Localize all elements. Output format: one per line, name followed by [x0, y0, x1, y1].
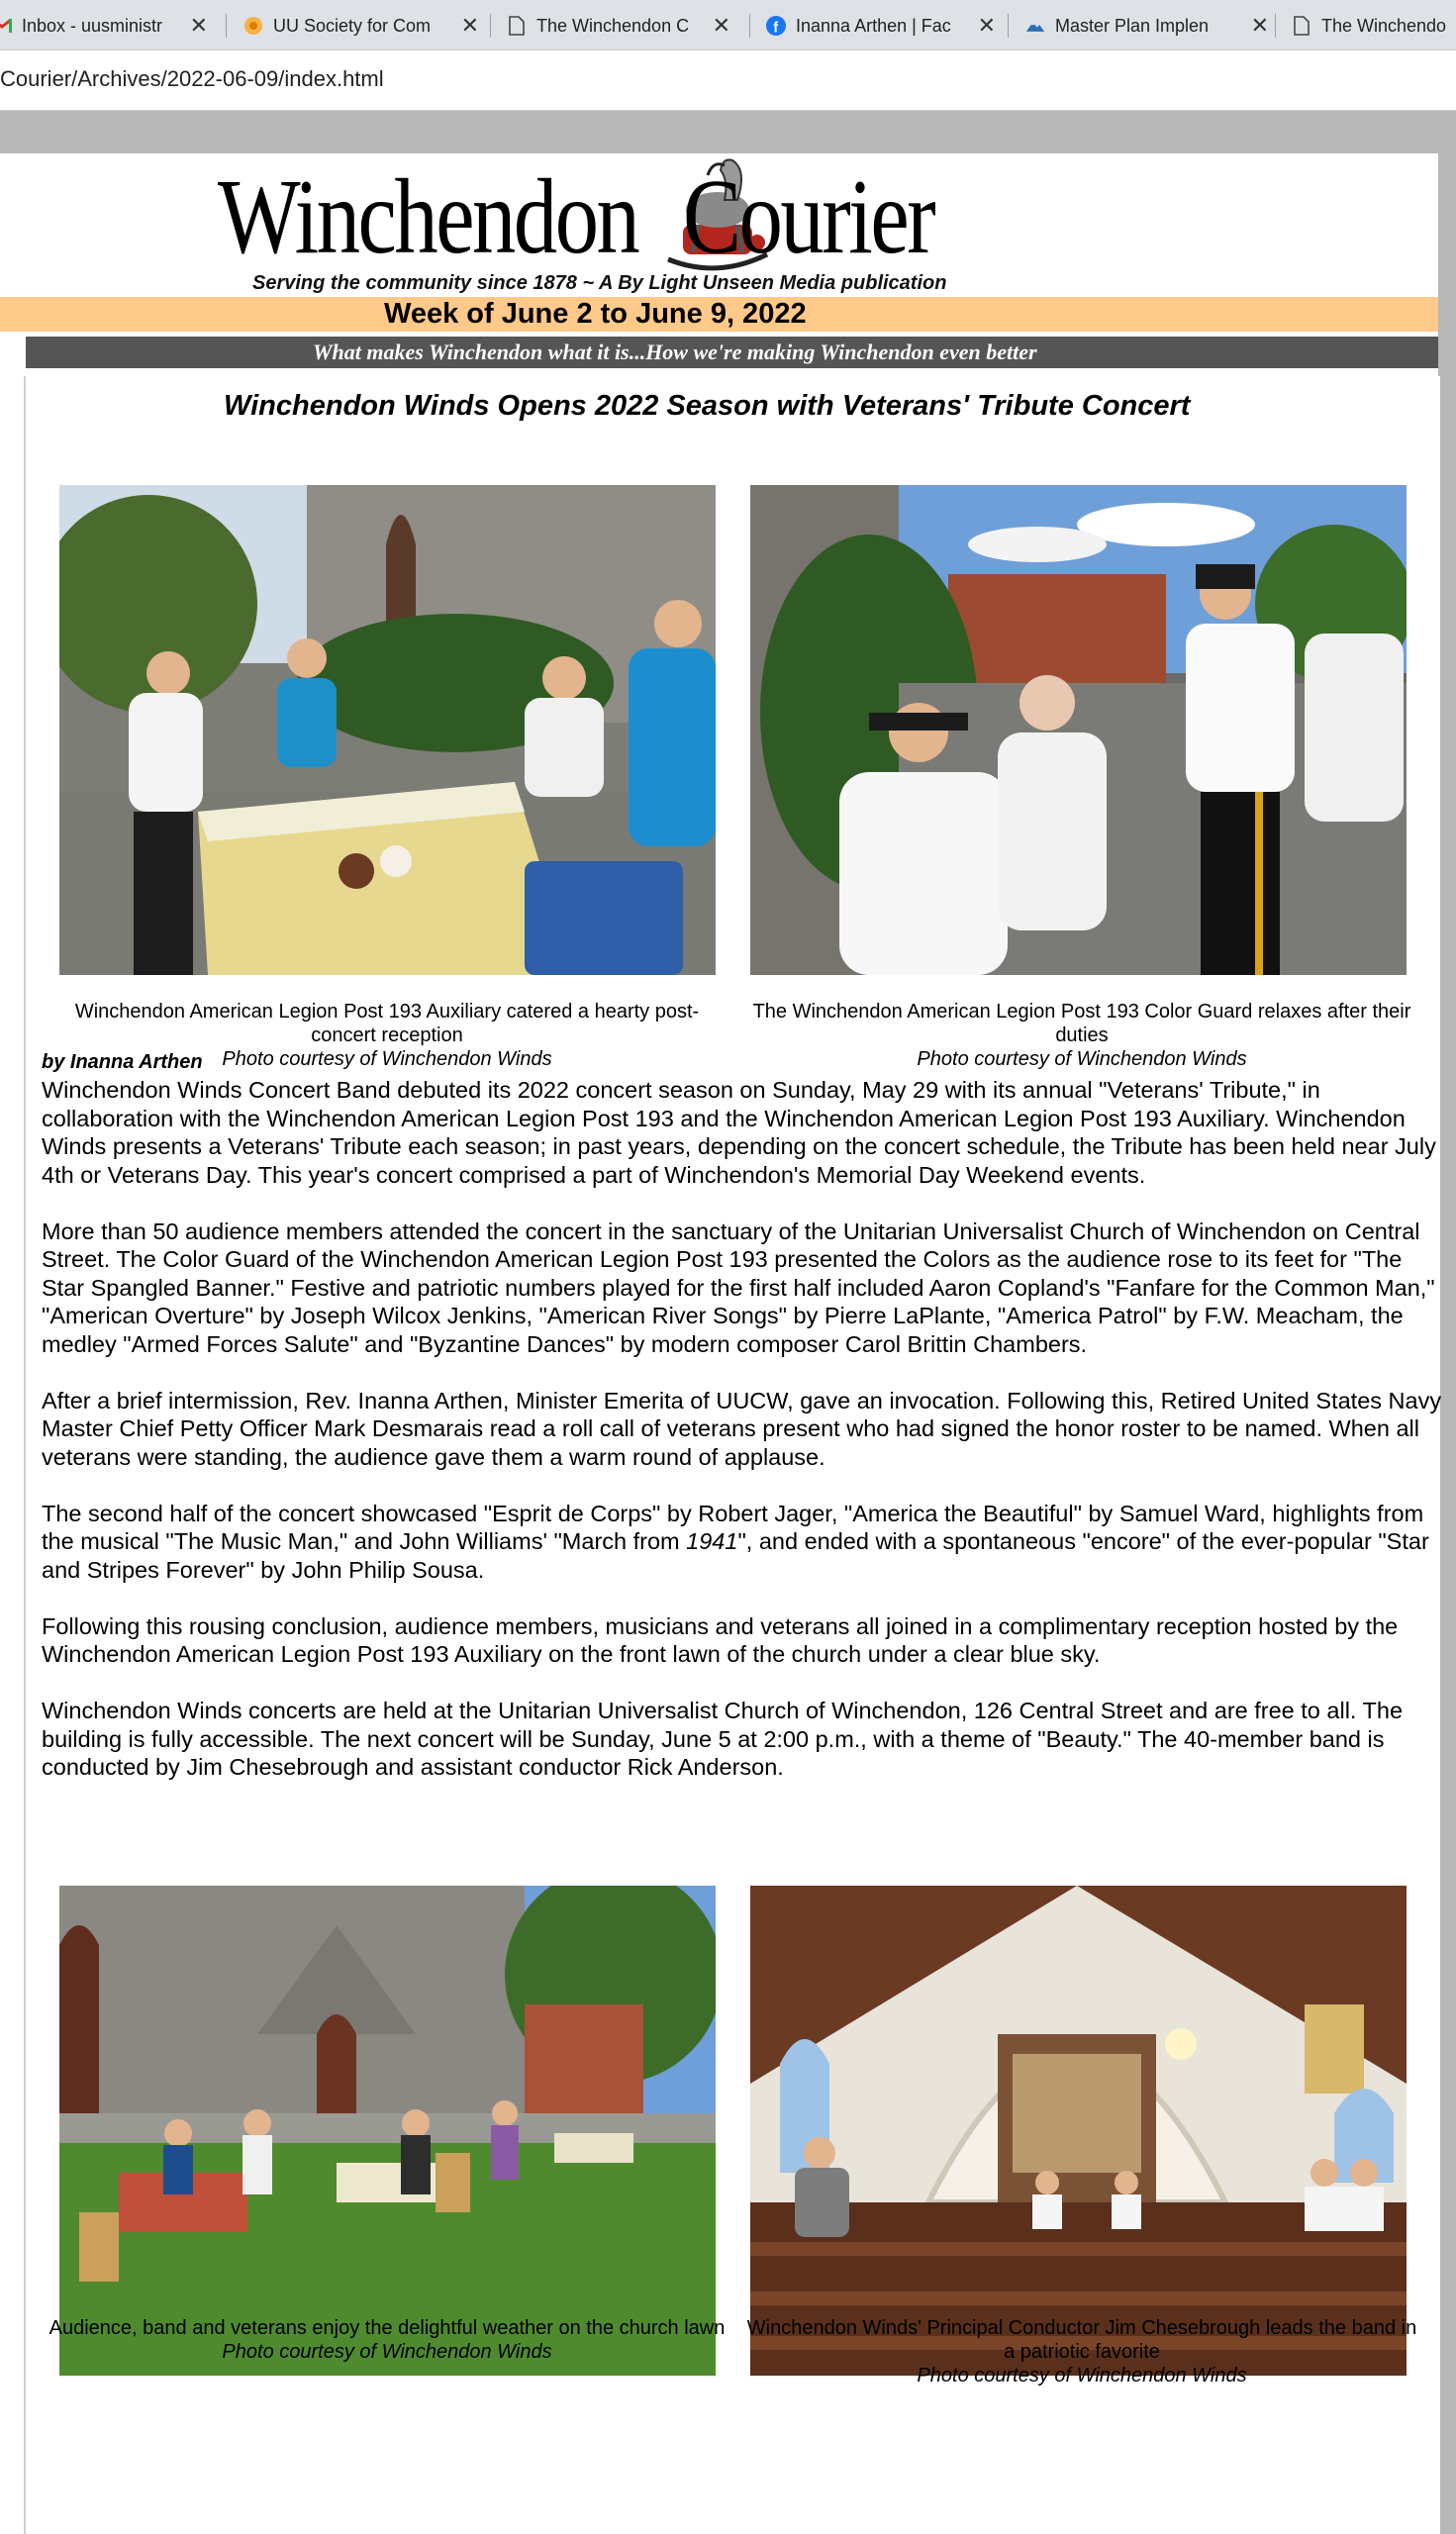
tab-label: Inbox - uusministr [22, 15, 163, 36]
article-paragraph: Winchendon Winds Concert Band debuted its 2022 concert season on Sunday, May 29 with its annual "Veterans' Tribute," in collaboration with the Winchendon American Legion Post 193 and the Winchendon American Legion Post 193 Auxiliary. Winchendon Winds presents a Veterans' Tribute each season; in past years, depending on the concert schedule, the Tribute has been held near July 4th or Veterans Day. This year's concert comprised a part of Winchendon's Memorial Day Weekend events. [42, 1077, 1436, 1188]
tagline: Serving the community since 1878 ~ A By Light Unseen Media publication [252, 272, 947, 294]
slogan-text: What makes Winchendon what it is...How we're making Winchendon even better [313, 340, 1037, 364]
article-paragraph: Following this rousing conclusion, audience members, musicians and veterans all joined in a complimentary reception hosted by the Winchendon American Legion Post 193 Auxiliary on the front lawn of the church under a clear blue sky. [42, 1612, 1399, 1667]
page-icon [1292, 16, 1311, 36]
tab-winchendon-2[interactable] [1292, 6, 1456, 46]
caption-text: Winchendon Winds' Principal Conductor Jim Chesebrough leads the band in a patriotic favorite [746, 2317, 1417, 2363]
logo [218, 153, 1010, 282]
tab-divider [1008, 14, 1009, 38]
photo-auxiliary-reception [59, 485, 716, 975]
week-text: Week of June 2 to June 9, 2022 [384, 298, 807, 330]
tab-inbox[interactable] [0, 6, 212, 46]
tab-label: The Winchendo [1321, 15, 1447, 36]
close-icon[interactable]: ✕ [712, 13, 730, 38]
browser-tab-strip [0, 0, 1456, 50]
photo-color-guard [750, 485, 1407, 975]
tab-label: Master Plan Implen [1055, 15, 1210, 36]
paragraph-text: The second half of the concert showcased "Esprit de Corps" by Robert Jager, "America the Beautiful" by Samuel Ward, highlights from the musical "The Music Man," and John Williams' "March from [42, 1500, 1424, 1554]
italic-year: 1941 [686, 1528, 738, 1554]
address-bar[interactable] [0, 50, 1456, 111]
tab-winchendon-courier[interactable] [507, 6, 734, 46]
article-paragraph: After a brief intermission, Rev. Inanna Arthen, Minister Emerita of UUCW, gave an invocation. Following this, Retired United States Navy Master Chief Petty Officer Mark Desmarais read a roll call of veterans present who had signed the honor roster to be named. When all veterans were standing, the audience gave them a warm round of applause. [42, 1387, 1442, 1470]
article-body [42, 1076, 1447, 1809]
caption-text: The Winchendon American Legion Post 193 Color Guard relaxes after their duties [752, 1001, 1411, 1046]
tab-divider [490, 14, 491, 38]
page-icon [507, 16, 527, 36]
tab-master-plan[interactable] [1025, 6, 1273, 46]
article-paragraph: Winchendon Winds concerts are held at the Unitarian Universalist Church of Winchendon, 126 Central Street and are free to all. The building is fully accessible. The next concert will be Sunday, June 5 at 2:00 p.m., with a theme of "Beauty." The 40-member band is conducted by Jim Chesebrough and assistant conductor Rick Anderson. [42, 1698, 1404, 1780]
photo-credit: Photo courtesy of Winchendon Winds [917, 1048, 1247, 1070]
gmail-icon [0, 16, 12, 36]
photo-caption [46, 2316, 728, 2364]
photo-credit: Photo courtesy of Winchendon Winds [222, 2341, 552, 2363]
sunflower-icon [243, 16, 263, 36]
tab-label: Inanna Arthen | Fac [796, 15, 951, 36]
svg-text:f: f [773, 20, 779, 37]
caption-text: Audience, band and veterans enjoy the delightful weather on the church lawn [49, 2317, 726, 2339]
tab-divider [749, 14, 750, 38]
facebook-icon [766, 16, 786, 36]
tab-label: UU Society for Com [273, 15, 432, 36]
tab-facebook[interactable] [766, 6, 1000, 46]
close-icon[interactable]: ✕ [189, 13, 208, 38]
article-headline: Winchendon Winds Opens 2022 Season with Veterans' Tribute Concert [224, 390, 1191, 422]
masthead [0, 153, 1438, 366]
newspaper-page [0, 153, 1442, 2534]
photo-conductor [750, 1886, 1407, 2376]
week-banner [0, 297, 1438, 332]
mountain-icon [1025, 16, 1045, 36]
caption-text: Winchendon American Legion Post 193 Auxiliary catered a hearty post-concert reception [74, 1001, 700, 1046]
url-text[interactable]: Courier/Archives/2022-06-09/index.html [0, 66, 384, 91]
photo-credit: Photo courtesy of Winchendon Winds [222, 1048, 552, 1070]
photo-credit: Photo courtesy of Winchendon Winds [917, 2365, 1247, 2387]
photo-church-lawn [59, 1886, 716, 2376]
byline: by Inanna Arthen [42, 1051, 203, 1073]
logo-text-winchendon: Winchendon [218, 158, 638, 276]
close-icon[interactable]: ✕ [977, 13, 996, 38]
tab-divider [226, 14, 227, 38]
logo-text-courier: Courier [683, 158, 934, 276]
photo-caption [740, 1000, 1423, 1071]
article-paragraph [42, 1500, 1447, 1585]
close-icon[interactable]: ✕ [460, 13, 479, 38]
tab-divider [1275, 14, 1276, 38]
photo-caption [740, 2316, 1423, 2388]
article-container [24, 376, 1440, 2534]
article-paragraph: More than 50 audience members attended the concert in the sanctuary of the Unitarian Universalist Church of Winchendon on Central Street. The Color Guard of the Winchendon American Legion Post 193 presented the Colors as the audience rose to its feet for "The Star Spangled Banner." Festive and patriotic numbers played for the first half included Aaron Copland's "Fanfare for the Common Man," "American Overture" by Joseph Wilcox Jenkins, "American River Songs" by Pierre LaPlante, "America Patrol" by F.W. Meacham, the medley "Armed Forces Salute" and "Byzantine Dances" by modern composer Carol Brittin Chambers. [42, 1218, 1435, 1357]
tab-uu-society[interactable] [243, 6, 483, 46]
close-icon[interactable]: ✕ [1250, 13, 1269, 38]
tab-label: The Winchendon C [536, 15, 690, 36]
slogan-banner [26, 337, 1438, 368]
paragraph-text: ", and ended with a spontaneous "encore" of the ever-popular "Star and Stripes Forever" by John Philip Sousa. [42, 1528, 1429, 1583]
